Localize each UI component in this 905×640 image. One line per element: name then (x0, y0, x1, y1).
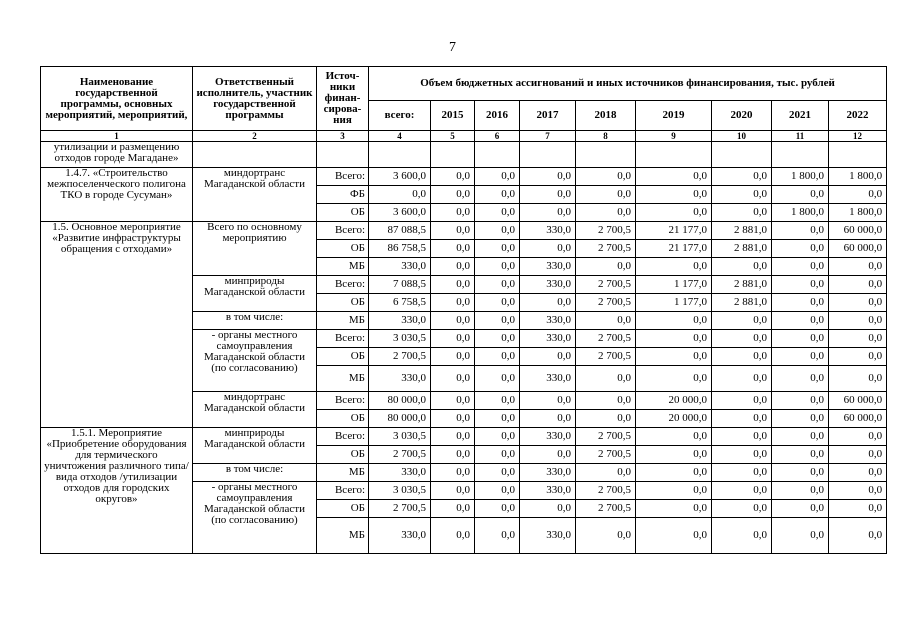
total-amount-cell: 80 000,0 (369, 392, 431, 410)
funding-source-cell: Всего: (317, 168, 369, 186)
funding-source-cell: МБ (317, 312, 369, 330)
executor-cell: в том числе: (193, 464, 317, 482)
year-amount-cell: 0,0 (636, 464, 712, 482)
year-amount-cell: 0,0 (431, 276, 475, 294)
total-amount-cell: 330,0 (369, 464, 431, 482)
year-amount-cell: 0,0 (576, 204, 636, 222)
table-row (41, 222, 887, 240)
total-amount-cell: 3 030,5 (369, 428, 431, 446)
year-amount-cell: 2 881,0 (712, 276, 772, 294)
year-amount-cell: 0,0 (475, 446, 520, 464)
year-amount-cell: 0,0 (520, 392, 576, 410)
header-budget-volume: Объем бюджетных ассигнований и иных источников финансирования, тыс. рублей (369, 67, 887, 101)
year-amount-cell: 0,0 (576, 312, 636, 330)
year-amount-cell: 0,0 (829, 294, 887, 312)
year-amount-cell: 330,0 (520, 330, 576, 348)
total-amount-cell: 7 088,5 (369, 276, 431, 294)
year-amount-cell: 0,0 (772, 500, 829, 518)
year-amount-cell: 0,0 (475, 258, 520, 276)
year-amount-cell: 0,0 (712, 410, 772, 428)
year-amount-cell: 0,0 (772, 518, 829, 554)
year-amount-cell: 0,0 (772, 348, 829, 366)
funding-source-cell: ОБ (317, 500, 369, 518)
column-number: 2 (193, 131, 317, 142)
year-amount-cell: 2 881,0 (712, 294, 772, 312)
year-amount-cell: 0,0 (712, 186, 772, 204)
year-amount-cell: 0,0 (520, 348, 576, 366)
year-amount-cell: 1 800,0 (829, 204, 887, 222)
year-amount-cell: 0,0 (431, 294, 475, 312)
year-amount-cell: 2 700,5 (576, 222, 636, 240)
year-amount-cell: 1 800,0 (772, 204, 829, 222)
year-amount-cell: 0,0 (431, 258, 475, 276)
year-amount-cell: 0,0 (829, 276, 887, 294)
year-amount-cell: 0,0 (431, 446, 475, 464)
total-amount-cell: 3 030,5 (369, 330, 431, 348)
header-total: всего: (369, 101, 431, 131)
header-year: 2019 (636, 101, 712, 131)
header-program-name: Наименование государственной программы, основных мероприятий, мероприятий, (41, 67, 193, 131)
total-amount-cell: 3 030,5 (369, 482, 431, 500)
column-number: 9 (636, 131, 712, 142)
executor-cell: минприроды Магаданской области (193, 428, 317, 464)
year-amount-cell: 2 700,5 (576, 240, 636, 258)
year-amount-cell: 330,0 (520, 518, 576, 554)
year-amount-cell: 0,0 (431, 240, 475, 258)
year-amount-cell: 0,0 (431, 464, 475, 482)
year-amount-cell: 0,0 (475, 240, 520, 258)
year-amount-cell: 0,0 (772, 482, 829, 500)
program-name-cell: утилизации и размещению отходов городе Магадане» (41, 142, 193, 168)
year-amount-cell: 0,0 (829, 312, 887, 330)
year-amount-cell: 0,0 (772, 222, 829, 240)
year-amount-cell: 0,0 (712, 446, 772, 464)
year-amount-cell: 0,0 (772, 258, 829, 276)
funding-source-cell: ФБ (317, 186, 369, 204)
year-amount-cell: 0,0 (475, 222, 520, 240)
year-amount-cell: 0,0 (772, 294, 829, 312)
column-number: 1 (41, 131, 193, 142)
header-year: 2021 (772, 101, 829, 131)
total-amount-cell: 3 600,0 (369, 168, 431, 186)
year-amount-cell: 0,0 (431, 312, 475, 330)
year-amount-cell: 60 000,0 (829, 240, 887, 258)
year-amount-cell: 0,0 (475, 366, 520, 392)
year-amount-cell: 0,0 (576, 410, 636, 428)
funding-source-cell: ОБ (317, 294, 369, 312)
header-year: 2020 (712, 101, 772, 131)
year-amount-cell: 0,0 (636, 366, 712, 392)
year-amount-cell: 0,0 (431, 330, 475, 348)
column-number: 5 (431, 131, 475, 142)
year-amount-cell: 0,0 (772, 330, 829, 348)
year-amount-cell: 0,0 (712, 464, 772, 482)
year-amount-cell: 2 700,5 (576, 294, 636, 312)
year-amount-cell: 2 700,5 (576, 348, 636, 366)
funding-source-cell: МБ (317, 258, 369, 276)
header-year: 2017 (520, 101, 576, 131)
executor-cell: минприроды Магаданской области (193, 276, 317, 312)
year-amount-cell: 0,0 (475, 330, 520, 348)
funding-source-cell: Всего: (317, 428, 369, 446)
column-number: 6 (475, 131, 520, 142)
year-amount-cell: 0,0 (475, 186, 520, 204)
year-amount-cell: 0,0 (829, 258, 887, 276)
year-amount-cell: 0,0 (475, 392, 520, 410)
year-amount-cell: 0,0 (636, 500, 712, 518)
year-amount-cell: 0,0 (431, 518, 475, 554)
year-amount-cell: 0,0 (475, 294, 520, 312)
year-amount-cell: 0,0 (772, 428, 829, 446)
year-amount-cell: 0,0 (431, 428, 475, 446)
year-amount-cell: 0,0 (829, 330, 887, 348)
table-row (41, 168, 887, 186)
year-amount-cell: 0,0 (520, 186, 576, 204)
year-amount-cell: 0,0 (829, 348, 887, 366)
year-amount-cell: 330,0 (520, 464, 576, 482)
year-amount-cell: 0,0 (772, 366, 829, 392)
year-amount-cell: 0,0 (431, 500, 475, 518)
year-amount-cell: 21 177,0 (636, 240, 712, 258)
table-body (41, 142, 887, 554)
year-amount-cell: 0,0 (475, 204, 520, 222)
executor-cell: - органы местного самоуправления Магаданской области (по согласованию) (193, 330, 317, 392)
year-amount-cell: 1 177,0 (636, 294, 712, 312)
executor-cell: миндортранс Магаданской области (193, 392, 317, 428)
header-year: 2022 (829, 101, 887, 131)
year-amount-cell: 0,0 (712, 366, 772, 392)
year-amount-cell: 0,0 (772, 392, 829, 410)
page-number: 7 (449, 40, 456, 55)
year-amount-cell: 0,0 (475, 312, 520, 330)
budget-table (40, 66, 887, 554)
year-amount-cell: 0,0 (712, 204, 772, 222)
program-name-cell: 1.5. Основное мероприятие «Развитие инфраструктуры обращения с отходами» (41, 222, 193, 428)
column-number: 3 (317, 131, 369, 142)
year-amount-cell: 0,0 (829, 500, 887, 518)
column-number: 8 (576, 131, 636, 142)
year-amount-cell: 0,0 (712, 428, 772, 446)
year-amount-cell: 0,0 (576, 464, 636, 482)
year-amount-cell: 0,0 (712, 330, 772, 348)
executor-cell: в том числе: (193, 312, 317, 330)
total-amount-cell: 3 600,0 (369, 204, 431, 222)
year-amount-cell: 60 000,0 (829, 222, 887, 240)
year-amount-cell: 20 000,0 (636, 410, 712, 428)
year-amount-cell: 0,0 (772, 186, 829, 204)
year-amount-cell: 1 177,0 (636, 276, 712, 294)
year-amount-cell: 0,0 (829, 464, 887, 482)
year-amount-cell: 0,0 (772, 276, 829, 294)
header-funding-source: Источ-ники финан-сирова-ния (317, 67, 369, 131)
funding-source-cell: ОБ (317, 348, 369, 366)
year-amount-cell: 0,0 (772, 464, 829, 482)
year-amount-cell: 0,0 (431, 482, 475, 500)
year-amount-cell: 60 000,0 (829, 392, 887, 410)
year-amount-cell: 0,0 (636, 312, 712, 330)
total-amount-cell: 6 758,5 (369, 294, 431, 312)
year-amount-cell: 330,0 (520, 222, 576, 240)
executor-cell: миндортранс Магаданской области (193, 168, 317, 222)
total-amount-cell: 330,0 (369, 258, 431, 276)
year-amount-cell: 0,0 (636, 446, 712, 464)
total-amount-cell: 86 758,5 (369, 240, 431, 258)
year-amount-cell: 2 700,5 (576, 446, 636, 464)
column-number: 4 (369, 131, 431, 142)
year-amount-cell: 60 000,0 (829, 410, 887, 428)
year-amount-cell: 0,0 (431, 410, 475, 428)
year-amount-cell: 0,0 (576, 518, 636, 554)
year-amount-cell: 330,0 (520, 276, 576, 294)
year-amount-cell: 0,0 (576, 168, 636, 186)
year-amount-cell: 0,0 (576, 392, 636, 410)
year-amount-cell: 0,0 (772, 240, 829, 258)
funding-source-cell: Всего: (317, 222, 369, 240)
year-amount-cell: 0,0 (712, 258, 772, 276)
program-name-cell: 1.4.7. «Строительство межпоселенческого полигона ТКО в городе Сусуман» (41, 168, 193, 222)
year-amount-cell: 21 177,0 (636, 222, 712, 240)
year-amount-cell: 0,0 (712, 392, 772, 410)
year-amount-cell: 0,0 (431, 186, 475, 204)
year-amount-cell: 2 700,5 (576, 330, 636, 348)
year-amount-cell: 330,0 (520, 428, 576, 446)
year-amount-cell: 0,0 (829, 366, 887, 392)
year-amount-cell: 0,0 (520, 240, 576, 258)
year-amount-cell: 0,0 (431, 392, 475, 410)
year-amount-cell: 0,0 (772, 446, 829, 464)
year-amount-cell: 0,0 (829, 518, 887, 554)
year-amount-cell: 0,0 (475, 276, 520, 294)
year-amount-cell: 0,0 (431, 366, 475, 392)
program-name-cell: 1.5.1. Мероприятие «Приобретение оборудования для термического уничтожения различного типа/вида отходов /утилизации отходов для городских округов» (41, 428, 193, 554)
year-amount-cell: 0,0 (475, 348, 520, 366)
year-amount-cell: 330,0 (520, 366, 576, 392)
year-amount-cell: 0,0 (520, 446, 576, 464)
year-amount-cell: 0,0 (636, 186, 712, 204)
continuation-row (41, 142, 887, 168)
year-amount-cell: 0,0 (712, 168, 772, 186)
total-amount-cell: 2 700,5 (369, 500, 431, 518)
header-year: 2016 (475, 101, 520, 131)
year-amount-cell: 0,0 (772, 312, 829, 330)
column-number: 11 (772, 131, 829, 142)
column-number: 10 (712, 131, 772, 142)
year-amount-cell: 2 881,0 (712, 222, 772, 240)
year-amount-cell: 0,0 (829, 446, 887, 464)
year-amount-cell: 0,0 (431, 204, 475, 222)
year-amount-cell: 0,0 (636, 168, 712, 186)
funding-source-cell: МБ (317, 366, 369, 392)
year-amount-cell: 0,0 (576, 258, 636, 276)
column-number: 12 (829, 131, 887, 142)
year-amount-cell: 0,0 (576, 366, 636, 392)
year-amount-cell: 1 800,0 (772, 168, 829, 186)
year-amount-cell: 0,0 (520, 410, 576, 428)
header-year: 2015 (431, 101, 475, 131)
year-amount-cell: 0,0 (475, 518, 520, 554)
funding-source-cell: Всего: (317, 392, 369, 410)
year-amount-cell: 0,0 (712, 500, 772, 518)
funding-source-cell: Всего: (317, 330, 369, 348)
year-amount-cell: 330,0 (520, 482, 576, 500)
header-year: 2018 (576, 101, 636, 131)
year-amount-cell: 0,0 (475, 482, 520, 500)
funding-source-cell: Всего: (317, 276, 369, 294)
year-amount-cell: 0,0 (712, 312, 772, 330)
executor-cell: Всего по основному мероприятию (193, 222, 317, 276)
year-amount-cell: 0,0 (475, 464, 520, 482)
year-amount-cell: 2 700,5 (576, 482, 636, 500)
total-amount-cell: 80 000,0 (369, 410, 431, 428)
year-amount-cell: 0,0 (576, 186, 636, 204)
total-amount-cell: 330,0 (369, 312, 431, 330)
funding-source-cell: МБ (317, 464, 369, 482)
year-amount-cell: 330,0 (520, 312, 576, 330)
year-amount-cell: 0,0 (520, 500, 576, 518)
year-amount-cell: 0,0 (431, 348, 475, 366)
funding-source-cell: ОБ (317, 410, 369, 428)
total-amount-cell: 87 088,5 (369, 222, 431, 240)
total-amount-cell: 330,0 (369, 366, 431, 392)
funding-source-cell: ОБ (317, 446, 369, 464)
year-amount-cell: 2 700,5 (576, 276, 636, 294)
total-amount-cell: 2 700,5 (369, 348, 431, 366)
column-number-row (41, 131, 887, 142)
year-amount-cell: 20 000,0 (636, 392, 712, 410)
year-amount-cell: 0,0 (475, 168, 520, 186)
year-amount-cell: 0,0 (829, 482, 887, 500)
executor-cell: - органы местного самоуправления Магаданской области (по согласованию) (193, 482, 317, 554)
year-amount-cell: 0,0 (636, 204, 712, 222)
column-number: 7 (520, 131, 576, 142)
year-amount-cell: 0,0 (636, 518, 712, 554)
year-amount-cell: 0,0 (636, 258, 712, 276)
year-amount-cell: 0,0 (712, 482, 772, 500)
total-amount-cell: 330,0 (369, 518, 431, 554)
year-amount-cell: 330,0 (520, 258, 576, 276)
year-amount-cell: 0,0 (475, 410, 520, 428)
table-header (41, 67, 887, 142)
header-executor: Ответственный исполнитель, участник государственной программы (193, 67, 317, 131)
year-amount-cell: 2 700,5 (576, 500, 636, 518)
funding-source-cell: ОБ (317, 204, 369, 222)
year-amount-cell: 0,0 (431, 222, 475, 240)
year-amount-cell: 0,0 (829, 186, 887, 204)
year-amount-cell: 0,0 (636, 428, 712, 446)
funding-source-cell: Всего: (317, 482, 369, 500)
year-amount-cell: 0,0 (712, 518, 772, 554)
year-amount-cell: 0,0 (772, 410, 829, 428)
year-amount-cell: 0,0 (520, 168, 576, 186)
year-amount-cell: 0,0 (520, 294, 576, 312)
year-amount-cell: 0,0 (475, 428, 520, 446)
total-amount-cell: 2 700,5 (369, 446, 431, 464)
year-amount-cell: 0,0 (520, 204, 576, 222)
year-amount-cell: 0,0 (829, 428, 887, 446)
year-amount-cell: 0,0 (636, 330, 712, 348)
funding-source-cell: МБ (317, 518, 369, 554)
funding-source-cell: ОБ (317, 240, 369, 258)
year-amount-cell: 0,0 (712, 348, 772, 366)
year-amount-cell: 1 800,0 (829, 168, 887, 186)
year-amount-cell: 2 700,5 (576, 428, 636, 446)
year-amount-cell: 0,0 (636, 482, 712, 500)
total-amount-cell: 0,0 (369, 186, 431, 204)
table-row (41, 428, 887, 446)
year-amount-cell: 0,0 (431, 168, 475, 186)
year-amount-cell: 2 881,0 (712, 240, 772, 258)
year-amount-cell: 0,0 (475, 500, 520, 518)
year-amount-cell: 0,0 (636, 348, 712, 366)
